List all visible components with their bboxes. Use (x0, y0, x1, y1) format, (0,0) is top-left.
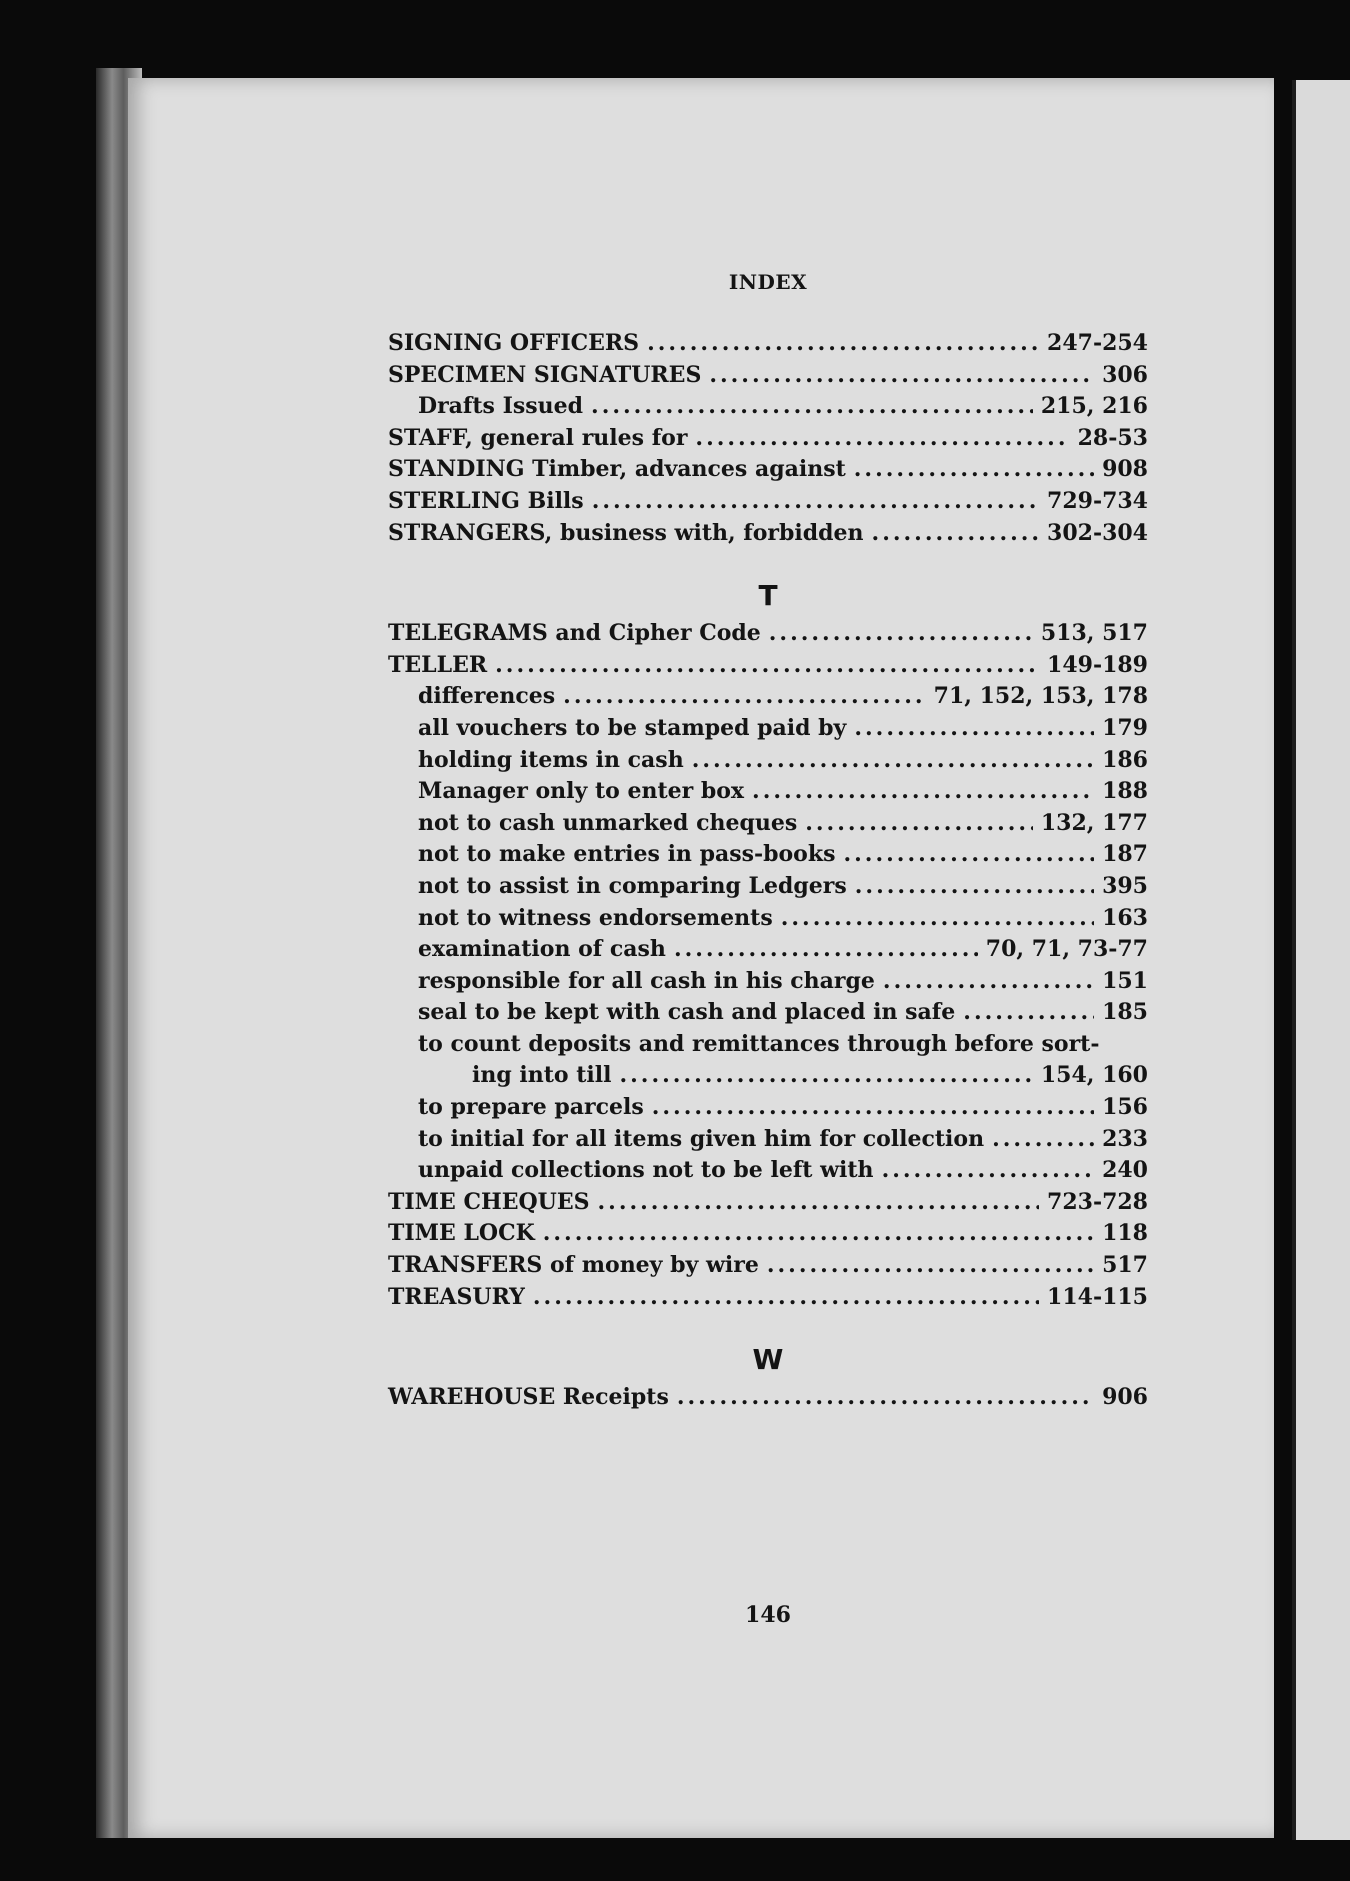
index-entry (388, 360, 1148, 392)
entry-term: responsible for all cash in his charge (418, 967, 875, 994)
index-subentry (388, 391, 1148, 423)
entry-pages: 187 (1102, 841, 1148, 868)
section-w (388, 1382, 1148, 1414)
index-subentry (388, 871, 1148, 903)
entry-pages: 906 (1102, 1384, 1148, 1411)
index-entry (388, 454, 1148, 486)
entry-pages: 306 (1102, 361, 1148, 388)
entry-term: STERLING Bills (388, 487, 584, 514)
index-subentry (388, 1029, 1148, 1061)
index-subentry (388, 903, 1148, 935)
entry-term: not to assist in comparing Ledgers (418, 872, 847, 899)
entry-pages: 132, 177 (1040, 809, 1148, 836)
entry-pages: 908 (1102, 456, 1148, 483)
index-subentry (388, 1155, 1148, 1187)
index-subentry (388, 681, 1148, 713)
index-entry (388, 1382, 1148, 1414)
index-entry (388, 518, 1148, 550)
section-t (388, 618, 1148, 1313)
section-letter-w: W (752, 1343, 784, 1377)
index-entry (388, 486, 1148, 518)
entry-pages: 70, 71, 73-77 (985, 936, 1148, 963)
page-heading: INDEX (728, 270, 808, 294)
entry-term: SPECIMEN SIGNATURES (388, 361, 702, 388)
entry-term: Manager only to enter box (418, 778, 745, 805)
entry-term: differences (418, 683, 556, 710)
entry-pages: 247-254 (1047, 330, 1148, 356)
entry-pages: 395 (1102, 872, 1148, 899)
entry-pages: 151 (1102, 967, 1148, 994)
index-subentry-continuation (388, 1060, 1148, 1092)
entry-term: Drafts Issued (418, 393, 584, 420)
entry-pages: 179 (1102, 714, 1148, 741)
index-entry (388, 423, 1148, 455)
entry-term: STANDING Timber, advances against (388, 456, 846, 483)
entry-term: not to witness endorsements (418, 904, 773, 931)
entry-term: WAREHOUSE Receipts (388, 1384, 669, 1411)
entry-term: ing into till (472, 1062, 612, 1089)
entry-pages: 723-728 (1047, 1188, 1148, 1215)
entry-term: STAFF, general rules for (388, 424, 688, 451)
entry-pages: 149-189 (1047, 651, 1148, 678)
entry-term: to prepare parcels (418, 1094, 644, 1121)
index-subentry (388, 966, 1148, 998)
index-subentry (388, 808, 1148, 840)
entry-pages: 186 (1102, 746, 1148, 773)
index-subentry (388, 997, 1148, 1029)
entry-term: holding items in cash (418, 746, 684, 773)
entry-pages: 233 (1102, 1125, 1148, 1152)
entry-pages: 185 (1102, 999, 1148, 1026)
page-number: 146 (745, 1602, 791, 1628)
entry-pages: 163 (1102, 904, 1148, 931)
entry-pages: 28-53 (1077, 424, 1148, 451)
entry-pages: 71, 152, 153, 178 (933, 683, 1148, 710)
index-subentry (388, 1092, 1148, 1124)
index-subentry (388, 776, 1148, 808)
section-letter-t: T (758, 579, 778, 613)
entry-term: TIME LOCK (388, 1220, 535, 1247)
index-content (388, 270, 1148, 1628)
entry-pages: 188 (1102, 778, 1148, 805)
entry-pages: 729-734 (1047, 487, 1148, 514)
entry-pages: 114-115 (1047, 1283, 1148, 1310)
entry-pages: 118 (1102, 1220, 1148, 1247)
index-entry (388, 618, 1148, 650)
index-entry (388, 650, 1148, 682)
index-entry (388, 328, 1148, 360)
entry-term: TIME CHEQUES (388, 1188, 590, 1215)
entry-pages: 154, 160 (1040, 1062, 1148, 1089)
index-subentry (388, 713, 1148, 745)
index-subentry (388, 934, 1148, 966)
entry-term: all vouchers to be stamped paid by (418, 714, 847, 741)
index-entry (388, 1250, 1148, 1282)
entry-term: SIGNING OFFICERS (388, 330, 640, 356)
entry-term: examination of cash (418, 936, 666, 963)
entry-pages: 215, 216 (1040, 393, 1148, 420)
index-subentry (388, 1124, 1148, 1156)
section-s (388, 328, 1148, 549)
index-entry (388, 1218, 1148, 1250)
entry-term: unpaid collections not to be left with (418, 1157, 874, 1184)
index-entry (388, 1282, 1148, 1314)
entry-term: not to cash unmarked cheques (418, 809, 798, 836)
index-subentry (388, 839, 1148, 871)
index-subentry (388, 745, 1148, 777)
entry-pages: 302-304 (1047, 519, 1148, 546)
right-page-edge (1292, 80, 1350, 1840)
index-entry (388, 1187, 1148, 1219)
entry-term: STRANGERS, business with, forbidden (388, 519, 864, 546)
entry-pages: 240 (1102, 1157, 1148, 1184)
entry-pages: 513, 517 (1040, 620, 1148, 647)
entry-term: seal to be kept with cash and placed in safe (418, 999, 956, 1026)
entry-term: not to make entries in pass-books (418, 841, 836, 868)
entry-term: TREASURY (388, 1283, 525, 1310)
entry-pages: 156 (1102, 1094, 1148, 1121)
entry-term: to initial for all items given him for collection (418, 1125, 985, 1152)
entry-term: TELEGRAMS and Cipher Code (388, 620, 761, 647)
entry-term: TRANSFERS of money by wire (388, 1252, 759, 1279)
entry-term: TELLER (388, 651, 488, 678)
entry-term: to count deposits and remittances through before sort- (418, 1030, 1100, 1057)
entry-pages: 517 (1102, 1252, 1148, 1279)
